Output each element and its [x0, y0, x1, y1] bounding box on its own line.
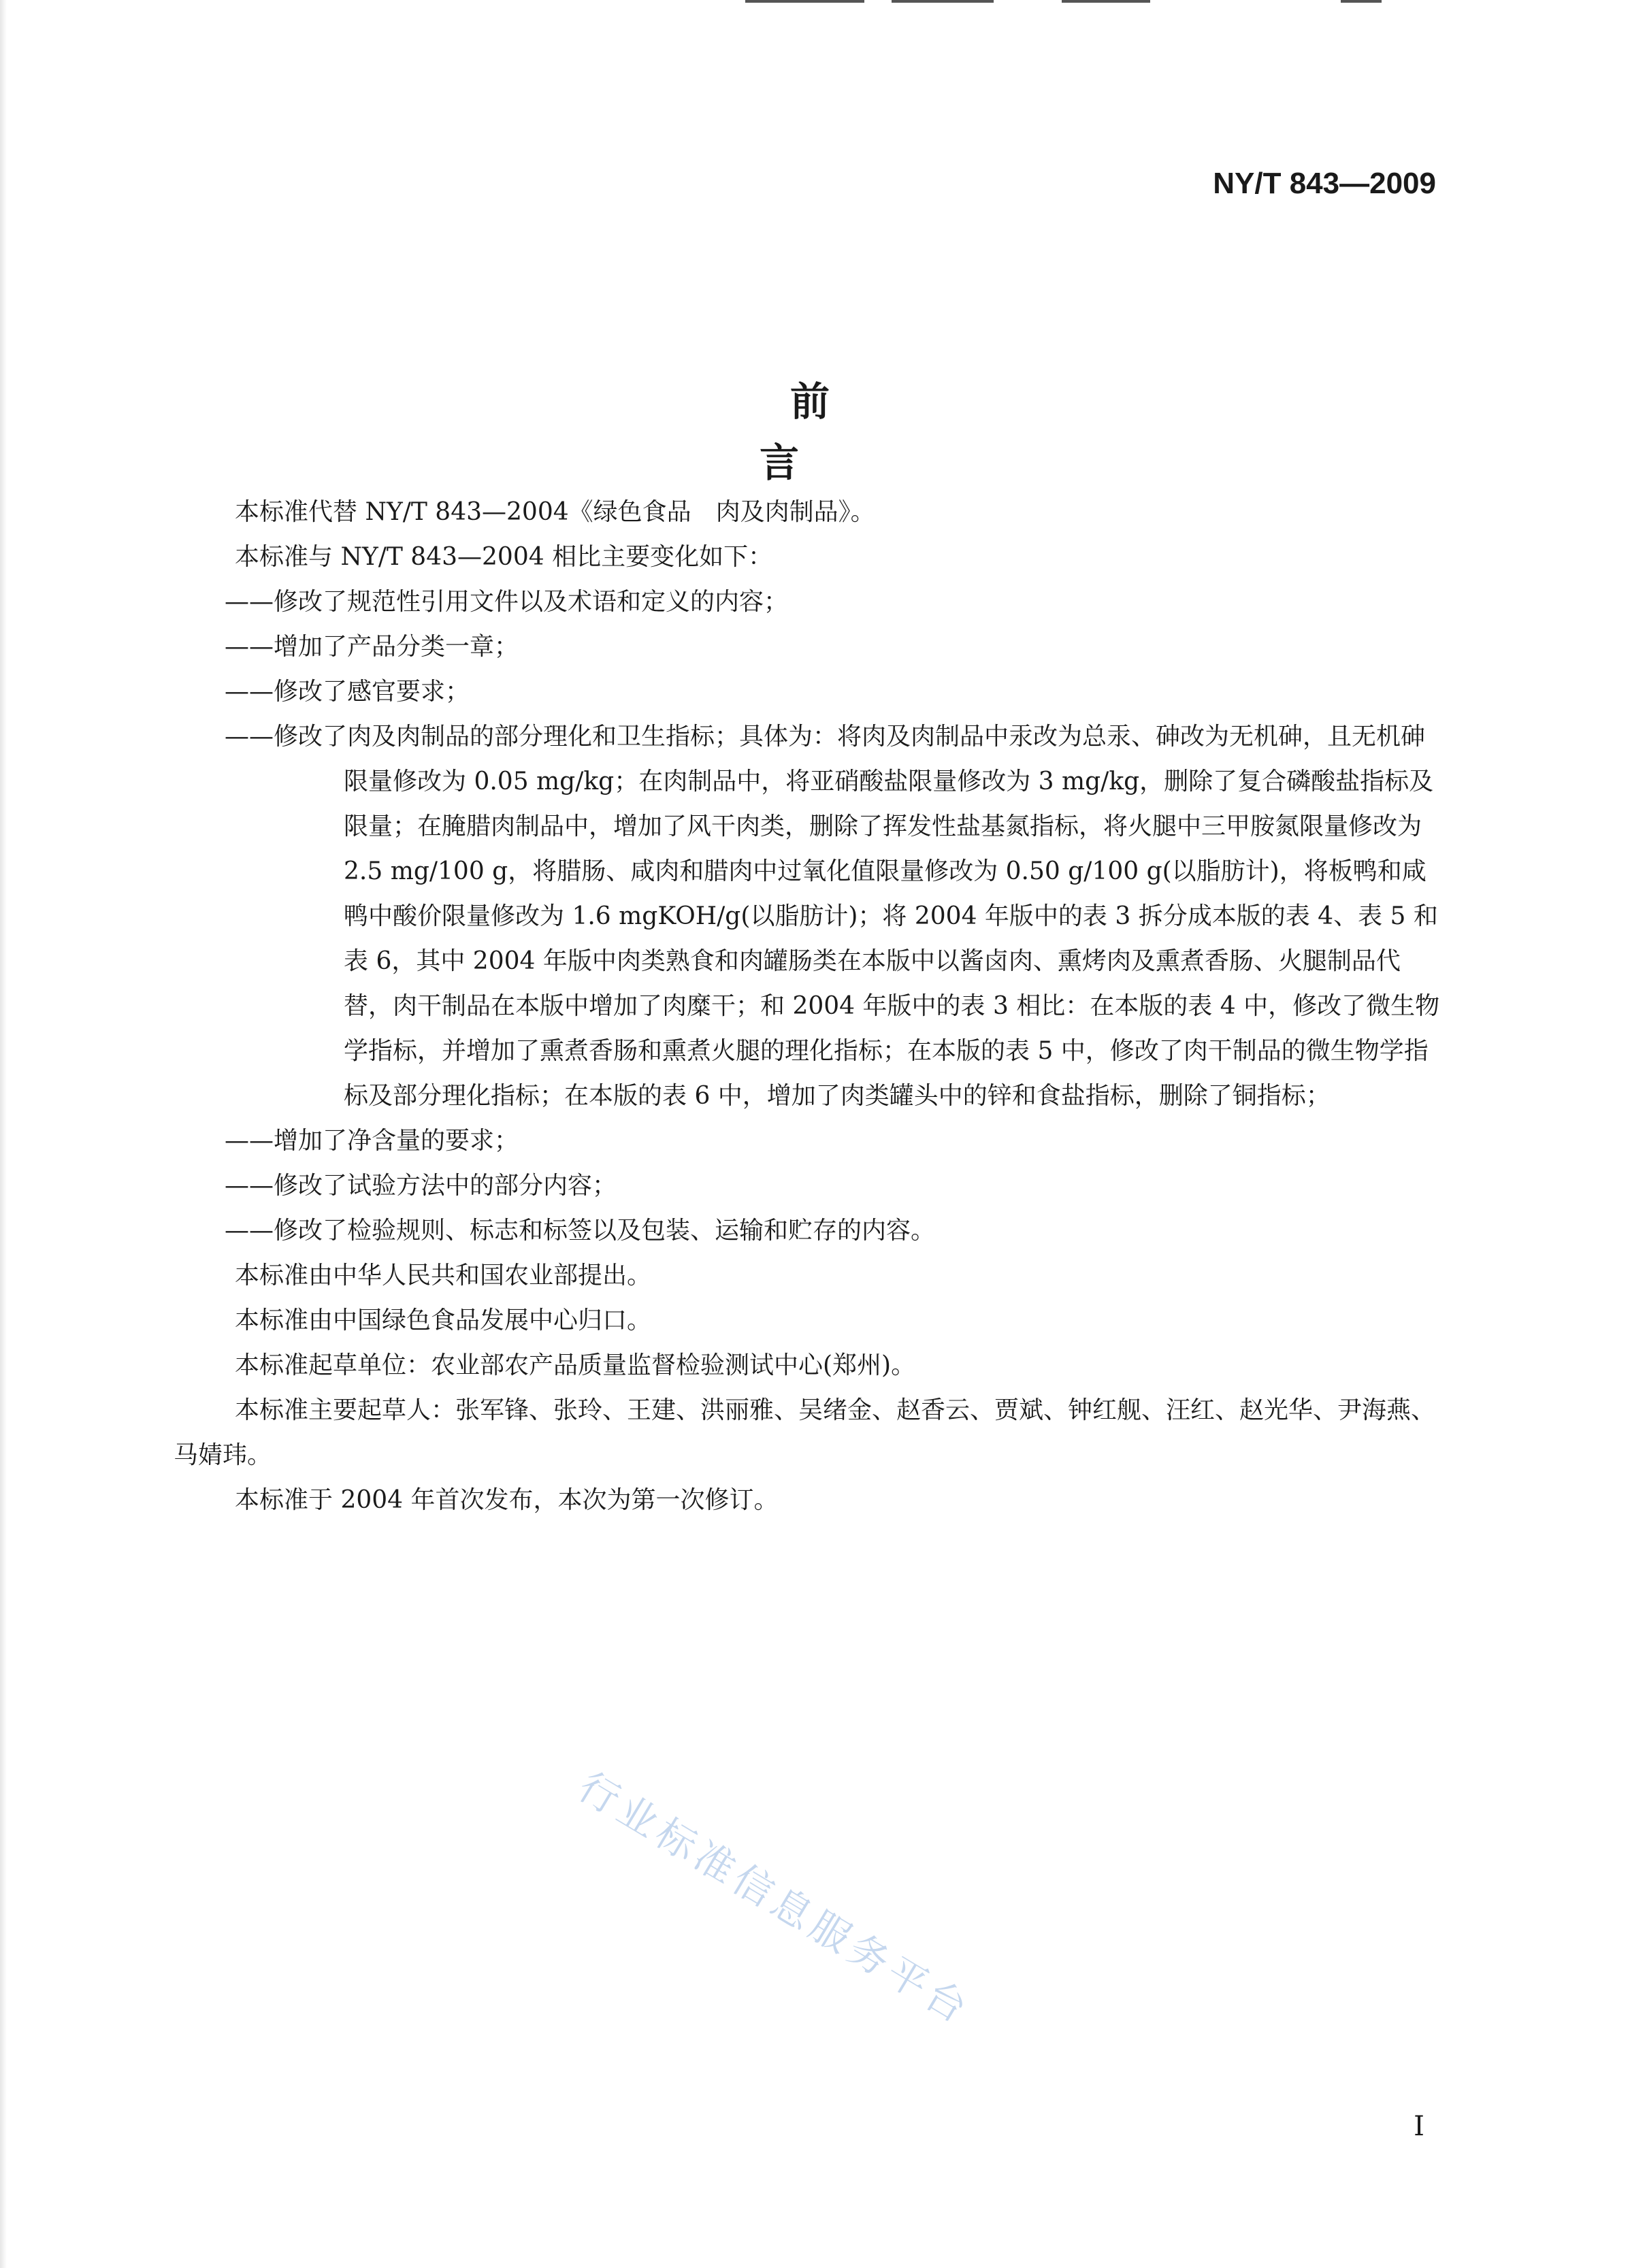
paragraph: 本标准起草单位：农业部农产品质量监督检验测试中心(郑州)。 [235, 1351, 916, 1379]
list-item: ——修改了肉及肉制品的部分理化和卫生指标；具体为：将肉及肉制品中汞改为总汞、砷改为无机砷，且无机砷限量修改为 0.05 mg/kg；在肉制品中，将亚硝酸盐限量修改为 3 mg/kg，删除了复合磷酸盐指标及限量；在腌腊肉制品中，增加了风干肉类，删除了挥发性盐基氮指标，将火腿中三甲胺氮限量修改为 2.5 mg/100 g，将腊肠、咸肉和腊肉中过氧化值限量修改为 0.50 g/100 g(以脂肪计)，将板鸭和咸鸭中酸价限量修改为 1.6 mgKOH/g(以脂肪计)；将 2004 年版中的表 3 拆分成本版的表 4、表 5 和表 6，其中 2004 年版中肉类熟食和肉罐肠类在本版中以酱卤肉、熏烤肉及熏煮香肠、火腿制品代替，肉干制品在本版中增加了肉糜干；和 2004 年版中的表 3 相比：在本版的表 4 中，修改了微生物学指标，并增加了熏煮香肠和熏煮火腿的理化指标；在本版的表 5 中，修改了肉干制品的微生物学指标及部分理化指标；在本版的表 6 中，增加了肉类罐头中的锌和食盐指标，删除了铜指标； [225, 723, 1440, 1110]
foreword-body [174, 490, 1446, 1523]
scan-artifact-line [1062, 0, 1150, 3]
list-item: ——修改了规范性引用文件以及术语和定义的内容； [225, 588, 789, 616]
paragraph: 本标准由中华人民共和国农业部提出。 [235, 1262, 652, 1289]
list-item: ——修改了感官要求； [225, 678, 470, 706]
list-item: ——增加了净含量的要求； [225, 1127, 519, 1155]
watermark: 行业标准信息服务平台 [570, 1763, 980, 2035]
scan-artifact-line [1341, 0, 1382, 3]
paragraph: 本标准与 NY/T 843—2004 相比主要变化如下： [235, 543, 773, 571]
page-title: 前 言 [759, 378, 992, 486]
paragraph: 本标准于 2004 年首次发布，本次为第一次修订。 [235, 1486, 779, 1514]
paragraph: 本标准代替 NY/T 843—2004《绿色食品 肉及肉制品》。 [235, 498, 875, 526]
list-item: ——修改了检验规则、标志和标签以及包装、运输和贮存的内容。 [225, 1217, 936, 1245]
page-number: I [1414, 2111, 1424, 2142]
list-item: ——增加了产品分类一章； [225, 633, 519, 661]
scan-artifact-line [745, 0, 864, 3]
standard-code: NY/T 843—2009 [1213, 167, 1436, 200]
paragraph: 本标准由中国绿色食品发展中心归口。 [235, 1306, 652, 1334]
scan-edge [0, 0, 7, 2268]
list-item: ——修改了试验方法中的部分内容； [225, 1172, 617, 1200]
paragraph: 本标准主要起草人：张军锋、张玲、王建、洪丽雅、吴绪金、赵香云、贾斌、钟红舰、汪红、赵光华、尹海燕、马婧玮。 [174, 1396, 1436, 1469]
scan-artifact-line [892, 0, 994, 3]
